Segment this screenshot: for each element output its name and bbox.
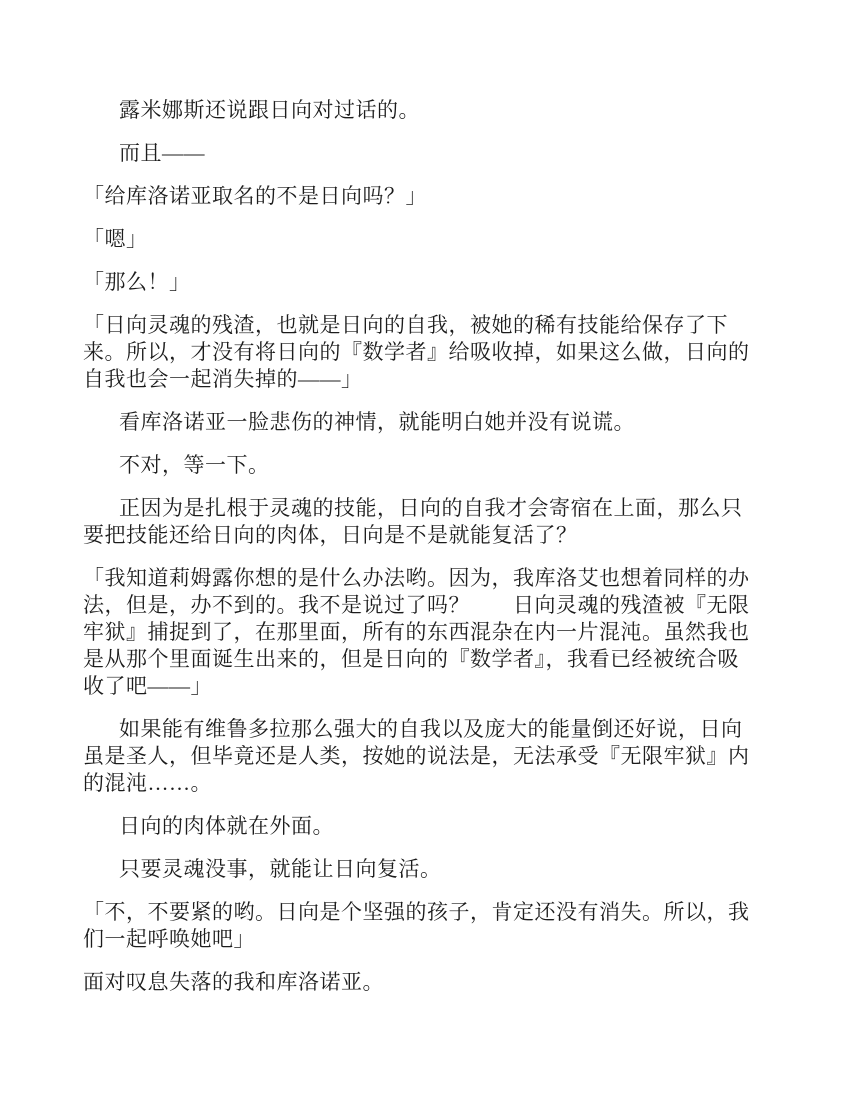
text-column — [83, 97, 757, 1012]
paragraph: 「我知道莉姆露你想的是什么办法哟。因为，我库洛艾也想着同样的办法，但是，办不到的。我不是说过了吗？ 日向灵魂的残渣被『无限牢狱』捕捉到了，在那里面，所有的东西混杂在内一片混沌。虽然我也是从那个里面诞生出来的，但是日向的『数学者』，我看已经被统合吸收了吧——」 — [83, 566, 750, 698]
paragraph: 不对，等一下。 — [119, 453, 270, 477]
paragraph: 「不，不要紧的哟。日向是个坚强的孩子，肯定还没有消失。所以，我们一起呼唤她吧」 — [83, 900, 750, 951]
paragraph: 正因为是扎根于灵魂的技能，日向的自我才会寄宿在上面，那么只要把技能还给日向的肉体，日向是不是就能复活了？ — [83, 496, 743, 547]
paragraph: 日向的肉体就在外面。 — [119, 814, 334, 838]
paragraph: 而且—— — [119, 141, 205, 165]
paragraph: 「给库洛诺亚取名的不是日向吗？」 — [83, 184, 427, 208]
paragraph: 面对叹息失落的我和库洛诺亚。 — [83, 970, 384, 994]
paragraph: 如果能有维鲁多拉那么强大的自我以及庞大的能量倒还好说，日向虽是圣人，但毕竟还是人类，按她的说法是，无法承受『无限牢狱』内的混沌……。 — [83, 717, 750, 795]
paragraph: 「嗯」 — [83, 227, 148, 251]
paragraph: 看库洛诺亚一脸悲伤的神情，就能明白她并没有说谎。 — [119, 410, 635, 434]
paragraph: 只要灵魂没事，就能让日向复活。 — [119, 857, 442, 881]
paragraph: 露米娜斯还说跟日向对过话的。 — [119, 98, 420, 122]
paragraph: 「日向灵魂的残渣，也就是日向的自我，被她的稀有技能给保存了下来。所以，才没有将日向的『数学者』给吸收掉，如果这么做，日向的自我也会一起消失掉的——」 — [83, 313, 750, 391]
paragraph: 「那么！」 — [83, 270, 191, 294]
